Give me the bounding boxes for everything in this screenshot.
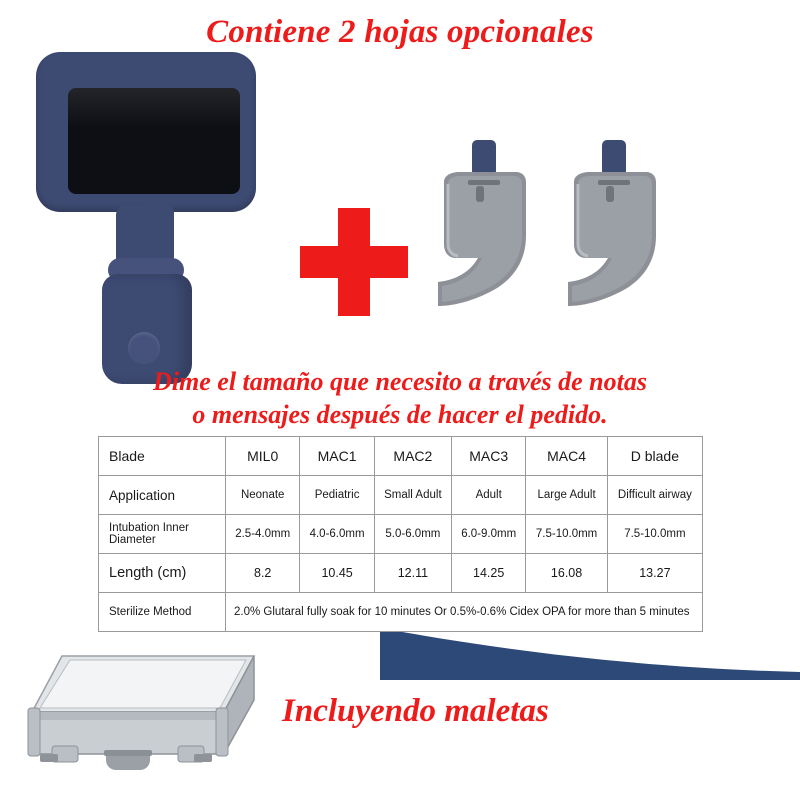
row-label-application: Application [99, 476, 226, 515]
cell-diameter-2: 5.0-6.0mm [374, 515, 451, 554]
cell-diameter-5: 7.5-10.0mm [607, 515, 702, 554]
cell-length-4: 16.08 [526, 554, 607, 593]
subheadline-text [0, 366, 800, 431]
monitor-neck [116, 203, 174, 265]
cell-diameter-4: 7.5-10.0mm [526, 515, 607, 554]
cell-application-0: Neonate [226, 476, 300, 515]
monitor-body [36, 52, 256, 212]
cell-sterilize-value: 2.0% Glutaral fully soak for 10 minutes Or 0.5%-0.6% Cidex OPA for more than 5 minutes [226, 593, 703, 632]
blade-svg-1 [430, 140, 550, 330]
aluminum-case-icon [18, 650, 268, 785]
cell-blade-0: MIL0 [226, 437, 300, 476]
cell-diameter-3: 6.0-9.0mm [451, 515, 525, 554]
plus-vertical-bar [338, 208, 370, 316]
cell-application-3: Adult [451, 476, 525, 515]
cell-application-5: Difficult airway [607, 476, 702, 515]
cell-blade-5: D blade [607, 437, 702, 476]
headline-text: Contiene 2 hojas opcionales [206, 14, 594, 50]
blade-svg-2 [560, 140, 680, 330]
cell-application-2: Small Adult [374, 476, 451, 515]
cell-length-3: 14.25 [451, 554, 525, 593]
row-label-length: Length (cm) [99, 554, 226, 593]
cell-length-0: 8.2 [226, 554, 300, 593]
specification-table [98, 436, 703, 632]
monitor-screen [68, 88, 240, 194]
table-row [99, 515, 703, 554]
subheadline-line-1: Dime el tamaño que necesito a través de notas [153, 367, 647, 396]
cell-application-4: Large Adult [526, 476, 607, 515]
table-row [99, 593, 703, 632]
cell-length-2: 12.11 [374, 554, 451, 593]
video-laryngoscope-icon [28, 52, 258, 352]
table-row [99, 476, 703, 515]
table-row [99, 437, 703, 476]
row-label-sterilize: Sterilize Method [99, 593, 226, 632]
cell-blade-1: MAC1 [300, 437, 374, 476]
power-button-icon [128, 332, 160, 364]
cell-diameter-1: 4.0-6.0mm [300, 515, 374, 554]
bottom-caption-text: Incluyendo maletas [282, 693, 549, 729]
row-label-blade: Blade [99, 437, 226, 476]
cell-blade-2: MAC2 [374, 437, 451, 476]
cell-diameter-0: 2.5-4.0mm [226, 515, 300, 554]
cell-blade-4: MAC4 [526, 437, 607, 476]
row-label-inner-diameter: Intubation Inner Diameter [99, 515, 226, 554]
case-svg [18, 650, 268, 785]
blades-group [420, 140, 700, 330]
cell-length-5: 13.27 [607, 554, 702, 593]
cell-blade-3: MAC3 [451, 437, 525, 476]
laryngoscope-blade-icon [560, 140, 680, 330]
screen-gloss [68, 88, 240, 128]
plus-icon [300, 208, 408, 316]
cell-application-1: Pediatric [300, 476, 374, 515]
cell-length-1: 10.45 [300, 554, 374, 593]
laryngoscope-blade-icon [430, 140, 550, 330]
subheadline-line-2: o mensajes después de hacer el pedido. [192, 399, 608, 429]
table-row [99, 554, 703, 593]
